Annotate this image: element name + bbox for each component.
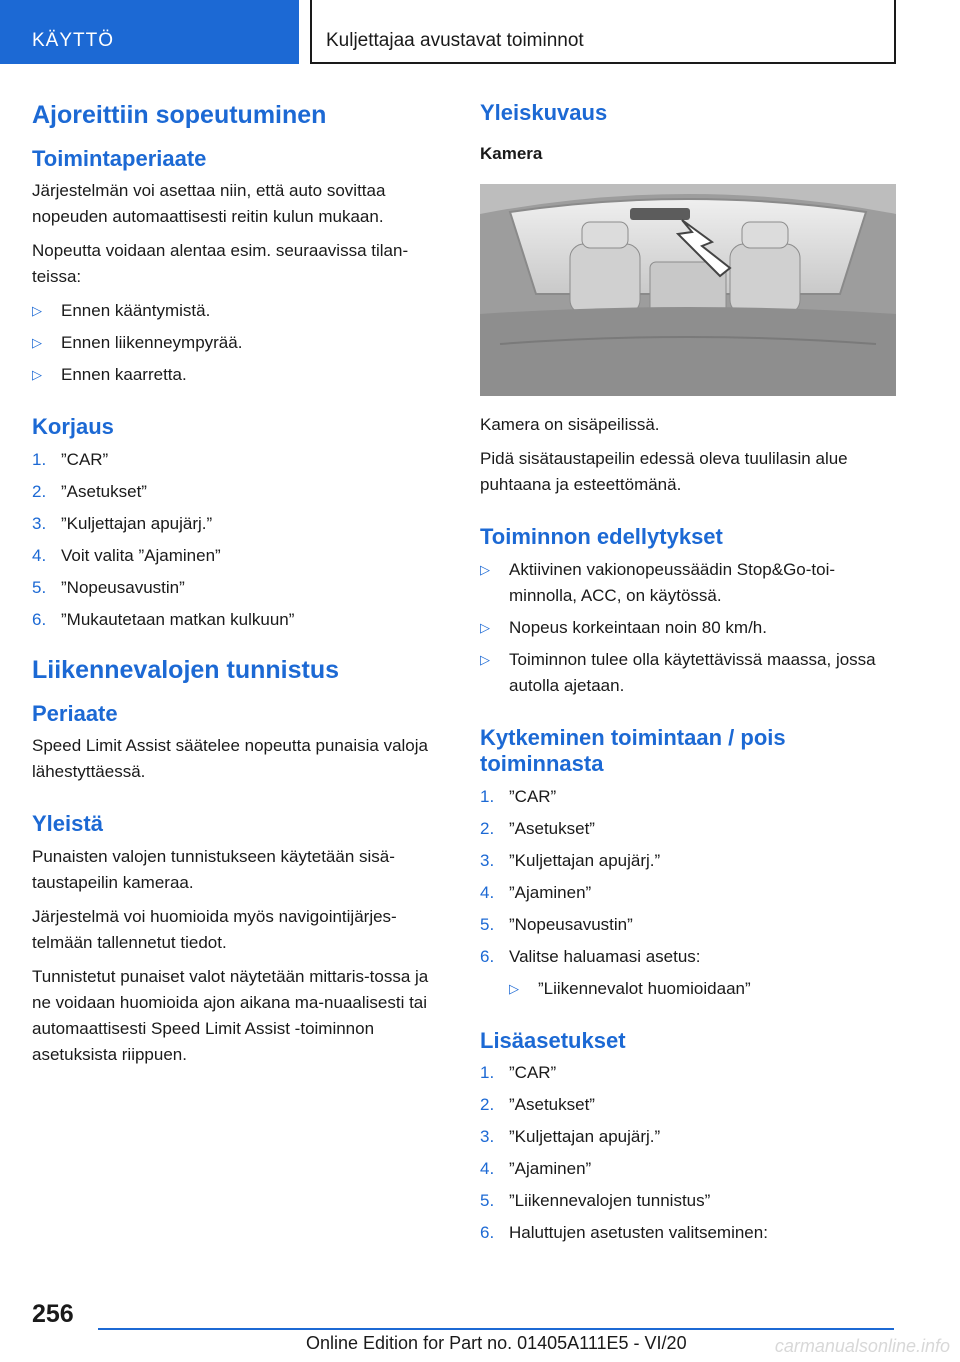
numbered-list [480,784,896,1002]
list-item: 2. ”Asetukset” [480,1094,595,1114]
triangle-bullet-icon: ▷ [32,367,42,383]
heading-camera: Kamera [480,144,543,164]
list-item: 6. Haluttujen asetusten valitseminen: [480,1222,768,1242]
list-item: 5. ”Nopeusavustin” [32,577,185,597]
list-item: 5. ”Nopeusavustin” [480,914,633,934]
list-item: 1. ”CAR” [480,786,557,806]
heading-principle: Periaate [32,700,118,726]
list-item: ▷ Toiminnon tulee olla käytettävissä maassa, jossa autolla ajetaan. [480,647,896,699]
paragraph: Järjestelmä voi huomioida myös navigointijärjes-telmään tallennetut tiedot. [32,906,397,952]
list-item: ▷ ”Liikennevalot huomioidaan” [509,976,896,1002]
paragraph: Kamera on sisäpeilissä. [480,415,660,435]
list-item: ▷ Nopeus korkeintaan noin 80 km/h. [480,615,896,641]
list-item: 3. ”Kuljettajan apujärj.” [32,513,213,533]
sub-list [509,976,896,1002]
list-item: 4. Voit valita ”Ajaminen” [32,545,221,565]
footer-rule [98,1328,894,1330]
triangle-bullet-icon: ▷ [480,619,490,635]
triangle-bullet-icon: ▷ [480,651,490,667]
paragraph: Punaisten valojen tunnistukseen käytetään sisä-taustapeilin kameraa. [32,846,395,892]
left-column [32,100,448,1076]
numbered-list [32,447,448,633]
chapter-title: Kuljettajaa avustavat toiminnot [326,30,584,51]
right-column [480,100,896,1252]
list-item: 1. ”CAR” [32,449,109,469]
paragraph: Nopeutta voidaan alentaa esim. seuraavissa tilan-teissa: [32,241,409,287]
car-interior-image [480,184,896,396]
list-item: 6. Valitse haluamasi asetus: ▷ ”Liikennevalot huomioidaan” [480,944,896,1002]
camera-location-illustration [480,184,896,396]
list-item: 5. ”Liikennevalojen tunnistus” [480,1190,711,1210]
list-item: 6. ”Mukautetaan matkan kulkuun” [32,609,295,629]
bullet-list [32,298,448,388]
list-item: 2. ”Asetukset” [480,818,595,838]
list-item: 4. ”Ajaminen” [480,1158,592,1178]
triangle-bullet-icon: ▷ [480,561,490,577]
heading-traffic-light-recognition: Liikennevalojen tunnistus [32,655,339,684]
list-item: 1. ”CAR” [480,1062,557,1082]
chapter-header [312,0,896,64]
list-item: ▷ Aktiivinen vakionopeussäädin Stop&Go-toi-minnolla, ACC, on käytössä. [480,557,896,609]
paragraph: Järjestelmän voi asettaa niin, että auto sovittaa nopeuden automaattisesti reitin kulun mukaan. [32,181,386,227]
bullet-list [480,557,896,699]
triangle-bullet-icon: ▷ [32,335,42,351]
triangle-bullet-icon: ▷ [32,303,42,319]
numbered-list [480,1060,896,1246]
paragraph: Speed Limit Assist säätelee nopeutta punaisia valoja lähestyttäessä. [32,736,428,782]
heading-switch-on-off: Kytkeminen toimintaan / pois toiminnasta [480,724,786,777]
list-item: ▷ Ennen kaarretta. [32,362,448,388]
list-item: ▷ Ennen liikenneympyrää. [32,330,448,356]
list-item: 4. ”Ajaminen” [480,882,592,902]
triangle-bullet-icon: ▷ [509,980,519,996]
heading-general: Yleistä [32,811,103,837]
edition-note: Online Edition for Part no. 01405A111E5 - VI/20 [306,1333,687,1353]
list-item: 3. ”Kuljettajan apujärj.” [480,1126,661,1146]
heading-prerequisites: Toiminnon edellytykset [480,524,723,550]
list-item: ▷ Ennen kääntymistä. [32,298,448,324]
list-item: 2. ”Asetukset” [32,481,147,501]
page-number: 256 [32,1300,74,1328]
heading-route-adaptation: Ajoreittiin sopeutuminen [32,101,327,129]
paragraph: Tunnistetut punaiset valot näytetään mittaris-tossa ja ne voidaan huomioida ajon aikana ma-nuaalisesti tai automaattisesti Speed Limit Assist -toiminnon asetuksista riippuen. [32,966,429,1064]
heading-overview: Yleiskuvaus [480,100,608,125]
heading-additional-settings: Lisäasetukset [480,1027,626,1053]
paragraph: Pidä sisätaustapeilin edessä oleva tuulilasin alue puhtaana ja esteettömänä. [480,449,848,495]
section-title: KÄYTTÖ [32,30,115,51]
heading-operating-principle: Toimintaperiaate [32,146,207,171]
section-tab [0,0,299,64]
list-item: 3. ”Kuljettajan apujärj.” [480,850,661,870]
watermark: carmanualsonline.info [774,1336,950,1356]
heading-correction: Korjaus [32,414,114,440]
